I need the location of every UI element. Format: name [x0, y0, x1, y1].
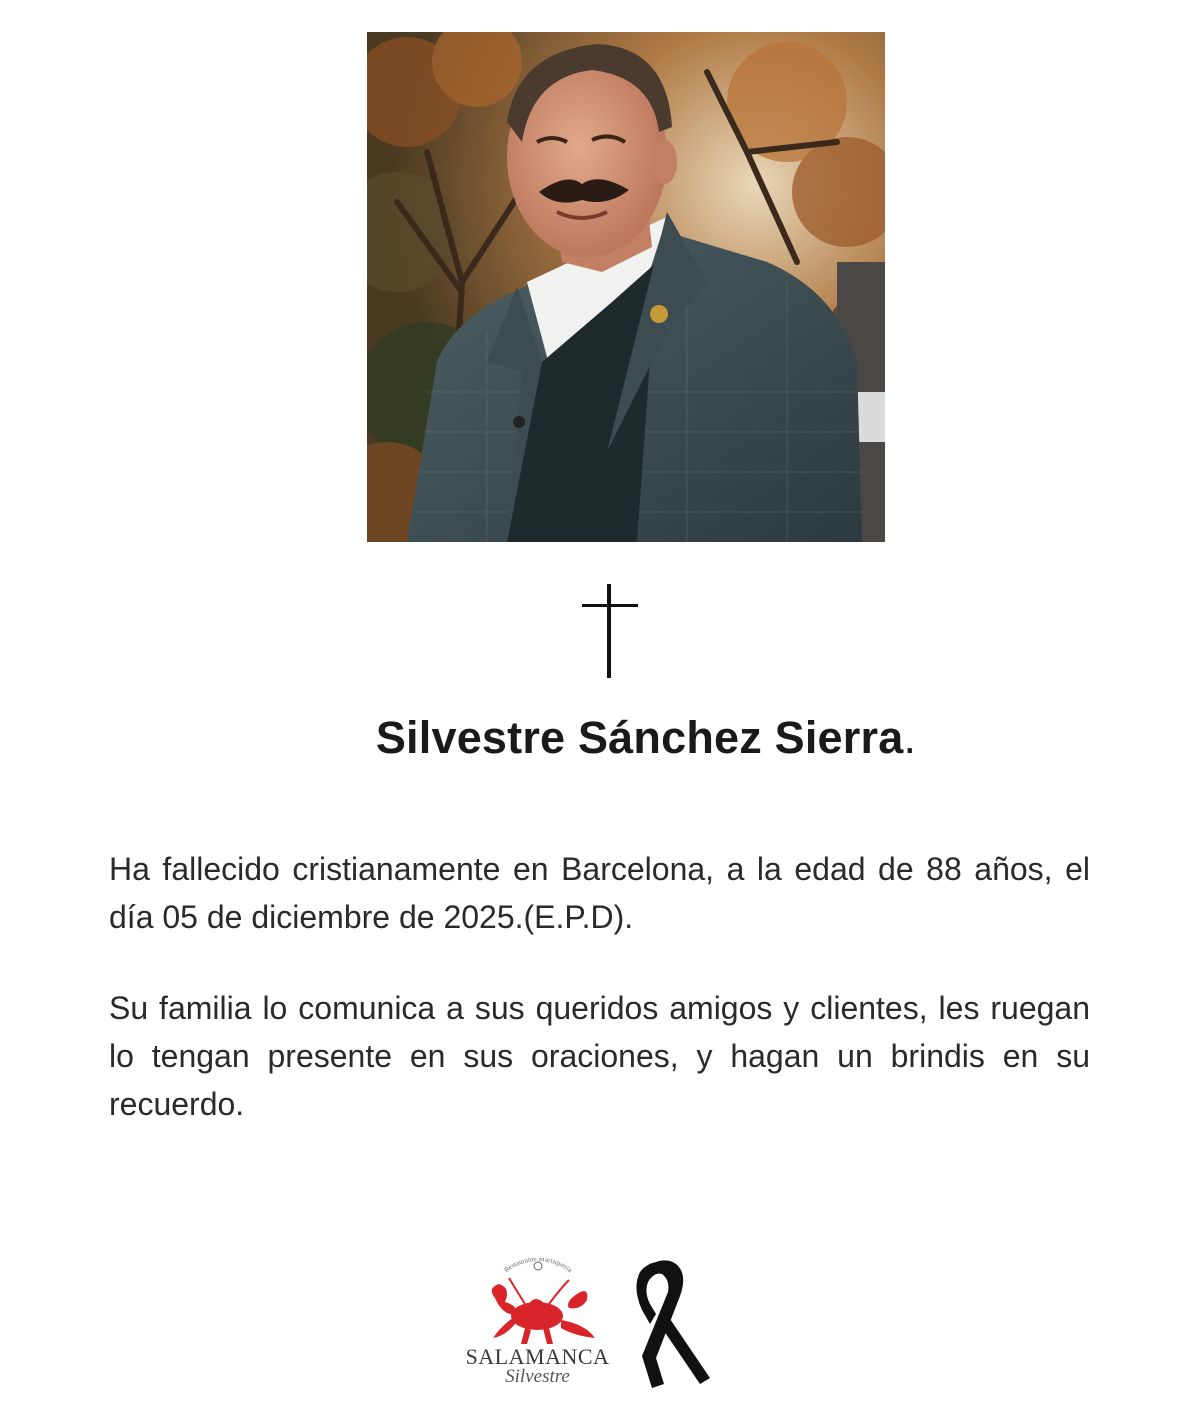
logo-title: SALAMANCA	[465, 1344, 610, 1369]
deceased-name-text: Silvestre Sánchez Sierra	[375, 712, 904, 763]
deceased-name	[0, 712, 1200, 764]
logo-arc-text: Restaurante Marisquería	[502, 1258, 574, 1275]
name-period: .	[903, 712, 917, 763]
svg-text:Restaurante Marisquería	[503, 1258, 575, 1275]
lobster-emblem-icon	[465, 1258, 610, 1350]
restaurant-logo	[465, 1258, 610, 1388]
mourning-ribbon-icon	[626, 1258, 716, 1390]
logo-subtitle: Silvestre	[505, 1366, 570, 1387]
family-message: Su familia lo comunica a sus queridos amigos y clientes, les ruegan lo tengan presente en sus oraciones, y hagan un brindis en su recuerdo.	[109, 990, 1090, 1122]
portrait-photo	[367, 32, 885, 542]
cross-icon	[578, 584, 642, 680]
death-announcement: Ha fallecido cristianamente en Barcelona, a la edad de 88 años, el día 05 de diciembre de 2025.(E.P.D).	[109, 851, 1090, 935]
